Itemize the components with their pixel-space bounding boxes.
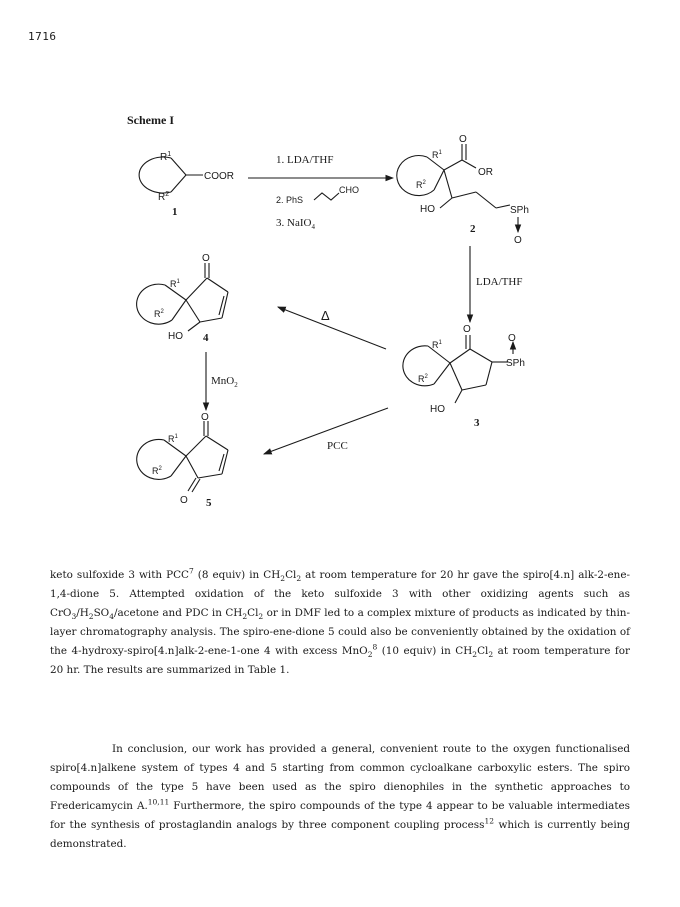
c2-or: OR <box>478 167 493 178</box>
compound-2-structure <box>397 134 529 246</box>
c4-r2: $R^2$ <box>154 309 164 319</box>
compound-label-2: 2 <box>470 223 476 235</box>
c4-ketone-o: O <box>202 253 210 264</box>
c2-r2: $R^2$ <box>416 180 426 190</box>
page-number: 1716 <box>28 30 57 43</box>
compound-5-structure <box>137 412 228 509</box>
c1-coor: COOR <box>204 171 234 182</box>
c5-r2: $R^2$ <box>152 466 162 476</box>
reagent-step-1: 1. LDA/THF <box>276 154 334 166</box>
c5-r1: $R^1$ <box>168 434 178 444</box>
reagent-step-2-prefix: 2. PhS <box>276 195 304 205</box>
c3-ketone-o: O <box>463 324 471 335</box>
reagent-step-2-suffix: CHO <box>339 185 359 195</box>
c5-ketone-o-bottom: O <box>180 495 188 506</box>
c3-r2: $R^2$ <box>418 374 428 384</box>
reagent-mno2: MnO$_2$ <box>211 375 238 389</box>
c2-ho: HO <box>420 204 435 215</box>
arrow-3-to-4 <box>278 307 386 349</box>
c2-ketone-o: O <box>459 134 467 145</box>
c4-r1: $R^1$ <box>170 279 180 289</box>
c2-sph: SPh <box>510 205 529 216</box>
compound-3-structure <box>403 324 525 429</box>
c3-ho: HO <box>430 404 445 415</box>
reagent-pcc: PCC <box>327 440 348 452</box>
reagent-step-3: 3. NaIO$_4$ <box>276 217 315 231</box>
c3-r1: $R^1$ <box>432 340 442 350</box>
compound-label-4: 4 <box>203 332 209 344</box>
c2-sulfoxide-o: O <box>514 235 522 246</box>
compound-label-3: 3 <box>474 417 480 429</box>
paragraph-conclusion: In conclusion, our work has provided a general, convenient route to the oxygen functionalised spiro[4.n]alkene system of types 4 and 5 starting from common cycloalkane carboxylic esters. The spiro compounds of the type 5 have been used as the spiro dienophiles in the synthetic approaches to Fredericamycin A.$^{10,11}$ Furthermore, the spiro compounds of the type 4 appear to be valuable intermediates for the synthesis of prostaglandin analogs by three component coupling process$^{12}$ which is currently being demonstrated. <box>50 743 630 850</box>
compound-4-structure <box>137 253 228 344</box>
c4-ho: HO <box>168 331 183 342</box>
reagent-step-2-chain <box>314 193 339 200</box>
compound-label-1: 1 <box>172 206 178 218</box>
paragraph-results: keto sulfoxide 3 with PCC$^7$ (8 equiv) in $CH_2Cl_2$ at room temperature for 20 hr gave the spiro[4.n] alk-2-ene-1,4-dione 5. Attempted oxidation of the keto sulfoxide 3 with other oxidizing agents such as $CrO_3/H_2SO_4$/acetone and PDC in $CH_2Cl_2$ or in DMF led to a complex mixture of products as indicated by thin-layer chromatography analysis. The spiro-ene-dione 5 could also be conveniently obtained by the oxidation of the 4-hydroxy-spiro[4.n]alk-2-ene-1-one 4 with excess MnO$_2^8$ (10 equiv) in $CH_2Cl_2$ at room temperature for 20 hr. The results are summarized in Table 1. <box>50 566 630 676</box>
c3-sulfoxide-o: O <box>508 333 516 344</box>
scheme-title: Scheme I <box>127 113 174 127</box>
reagent-lda: LDA/THF <box>476 276 523 288</box>
compound-1-structure <box>139 151 234 218</box>
c5-ketone-o-top: O <box>201 412 209 423</box>
c2-r1: $R^1$ <box>432 150 442 160</box>
compound-label-5: 5 <box>206 497 212 509</box>
c1-r2: $R^2$ <box>158 191 170 203</box>
arrow-3-to-5 <box>264 408 388 454</box>
c1-r1: $R^1$ <box>160 151 172 163</box>
c3-sph: SPh <box>506 358 525 369</box>
reagent-heat: Δ <box>321 308 330 323</box>
